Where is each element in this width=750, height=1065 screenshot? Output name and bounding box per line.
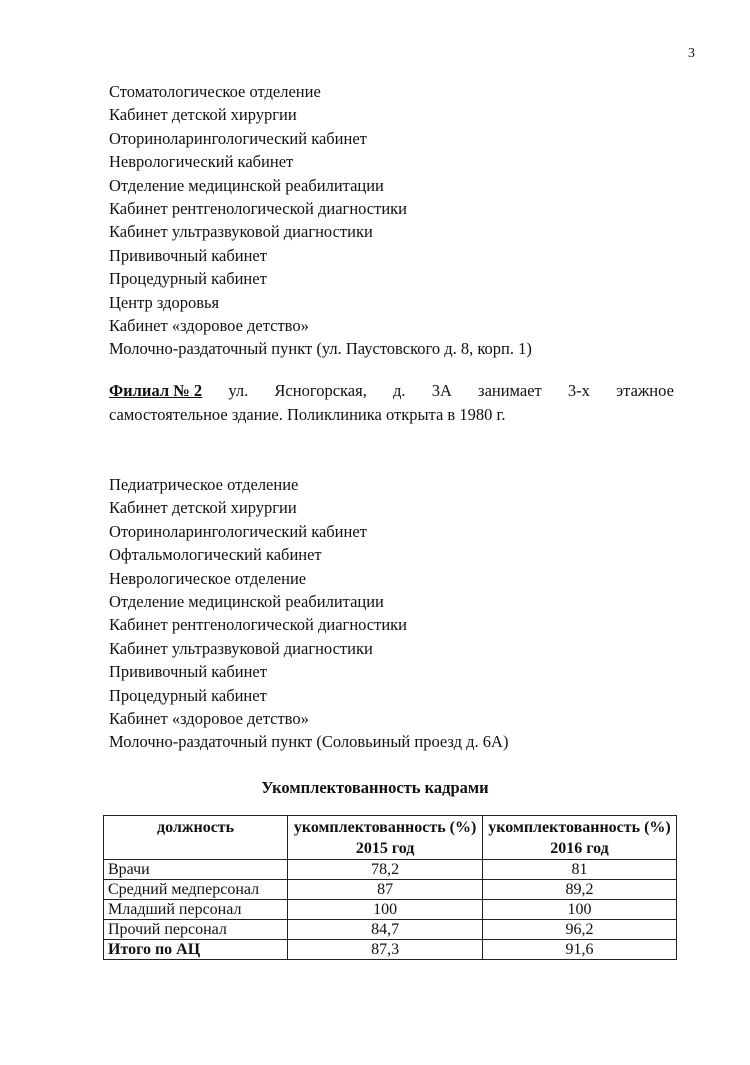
list-item: Кабинет детской хирургии — [109, 105, 297, 125]
page-number: 3 — [688, 46, 695, 61]
branch-2-word: 3-х — [567, 381, 590, 400]
list-item: Кабинет рентгенологической диагностики — [109, 198, 408, 218]
staffing-table — [103, 815, 677, 960]
list-item: Отделение медицинской реабилитации — [109, 591, 384, 611]
value-2015: 87,3 — [288, 940, 483, 960]
branch-2-word: 3А — [431, 381, 452, 400]
table-header-row — [104, 816, 677, 860]
list-item: Кабинет «здоровое детство» — [109, 708, 309, 728]
branch-2-word: д. — [393, 381, 406, 400]
list-item: Педиатрическое отделение — [109, 475, 299, 494]
list-item: Молочно-раздаточный пункт (Соловьиный проезд д. 6А) — [109, 732, 509, 752]
list-item: Прививочный кабинет — [109, 662, 267, 682]
list-item: Неврологическое отделение — [109, 568, 307, 588]
list-item: Процедурный кабинет — [109, 269, 267, 289]
list-item: Отделение медицинской реабилитации — [109, 175, 384, 195]
value-2016: 91,6 — [483, 940, 677, 960]
value-2016: 100 — [483, 900, 677, 920]
branch-2-line1 — [109, 379, 674, 403]
row-label: Прочий персонал — [104, 920, 288, 940]
table-row — [104, 940, 677, 960]
branch-2-description — [109, 379, 674, 427]
value-2016: 81 — [483, 860, 677, 880]
header-2015: укомплектованность (%) 2015 год — [288, 816, 483, 860]
list-item: Оториноларингологический кабинет — [109, 128, 367, 148]
table-row — [104, 880, 677, 900]
list-item: Центр здоровья — [109, 292, 220, 312]
list-item: Офтальмологический кабинет — [109, 545, 322, 565]
row-label: Итого по АЦ — [104, 940, 288, 960]
header-position: должность — [104, 816, 288, 860]
list-item: Кабинет ультразвуковой диагностики — [109, 638, 373, 658]
value-2015: 87 — [288, 880, 483, 900]
table-row — [104, 860, 677, 880]
branch-2-word: этажное — [616, 381, 674, 400]
staffing-table-title: Укомплектованность кадрами — [261, 778, 489, 797]
list-item: Кабинет рентгенологической диагностики — [109, 615, 408, 635]
departments-main-list — [109, 80, 532, 361]
list-item: Кабинет ультразвуковой диагностики — [109, 222, 373, 242]
list-item: Молочно-раздаточный пункт (ул. Паустовского д. 8, корп. 1) — [109, 339, 532, 359]
table-row — [104, 900, 677, 920]
row-label: Врачи — [104, 860, 288, 880]
value-2016: 96,2 — [483, 920, 677, 940]
list-item: Стоматологическое отделение — [109, 82, 321, 101]
list-item: Процедурный кабинет — [109, 685, 267, 705]
branch-2-word: ул. — [228, 381, 249, 400]
list-item: Оториноларингологический кабинет — [109, 521, 367, 541]
row-label: Средний медперсонал — [104, 880, 288, 900]
branch-2-word: Ясногорская, — [274, 381, 367, 400]
table-row — [104, 920, 677, 940]
departments-branch2-list — [109, 473, 508, 754]
branch-2-lead: Филиал № 2 — [109, 381, 203, 400]
header-2016: укомплектованность (%) 2016 год — [483, 816, 677, 860]
value-2015: 78,2 — [288, 860, 483, 880]
row-label: Младший персонал — [104, 900, 288, 920]
list-item: Неврологический кабинет — [109, 152, 294, 172]
value-2015: 84,7 — [288, 920, 483, 940]
list-item: Прививочный кабинет — [109, 245, 267, 265]
branch-2-word: занимает — [478, 381, 542, 400]
branch-2-line2: самостоятельное здание. Поликлиника открыта в 1980 г. — [109, 405, 506, 424]
list-item: Кабинет «здоровое детство» — [109, 315, 309, 335]
list-item: Кабинет детской хирургии — [109, 498, 297, 518]
value-2015: 100 — [288, 900, 483, 920]
value-2016: 89,2 — [483, 880, 677, 900]
